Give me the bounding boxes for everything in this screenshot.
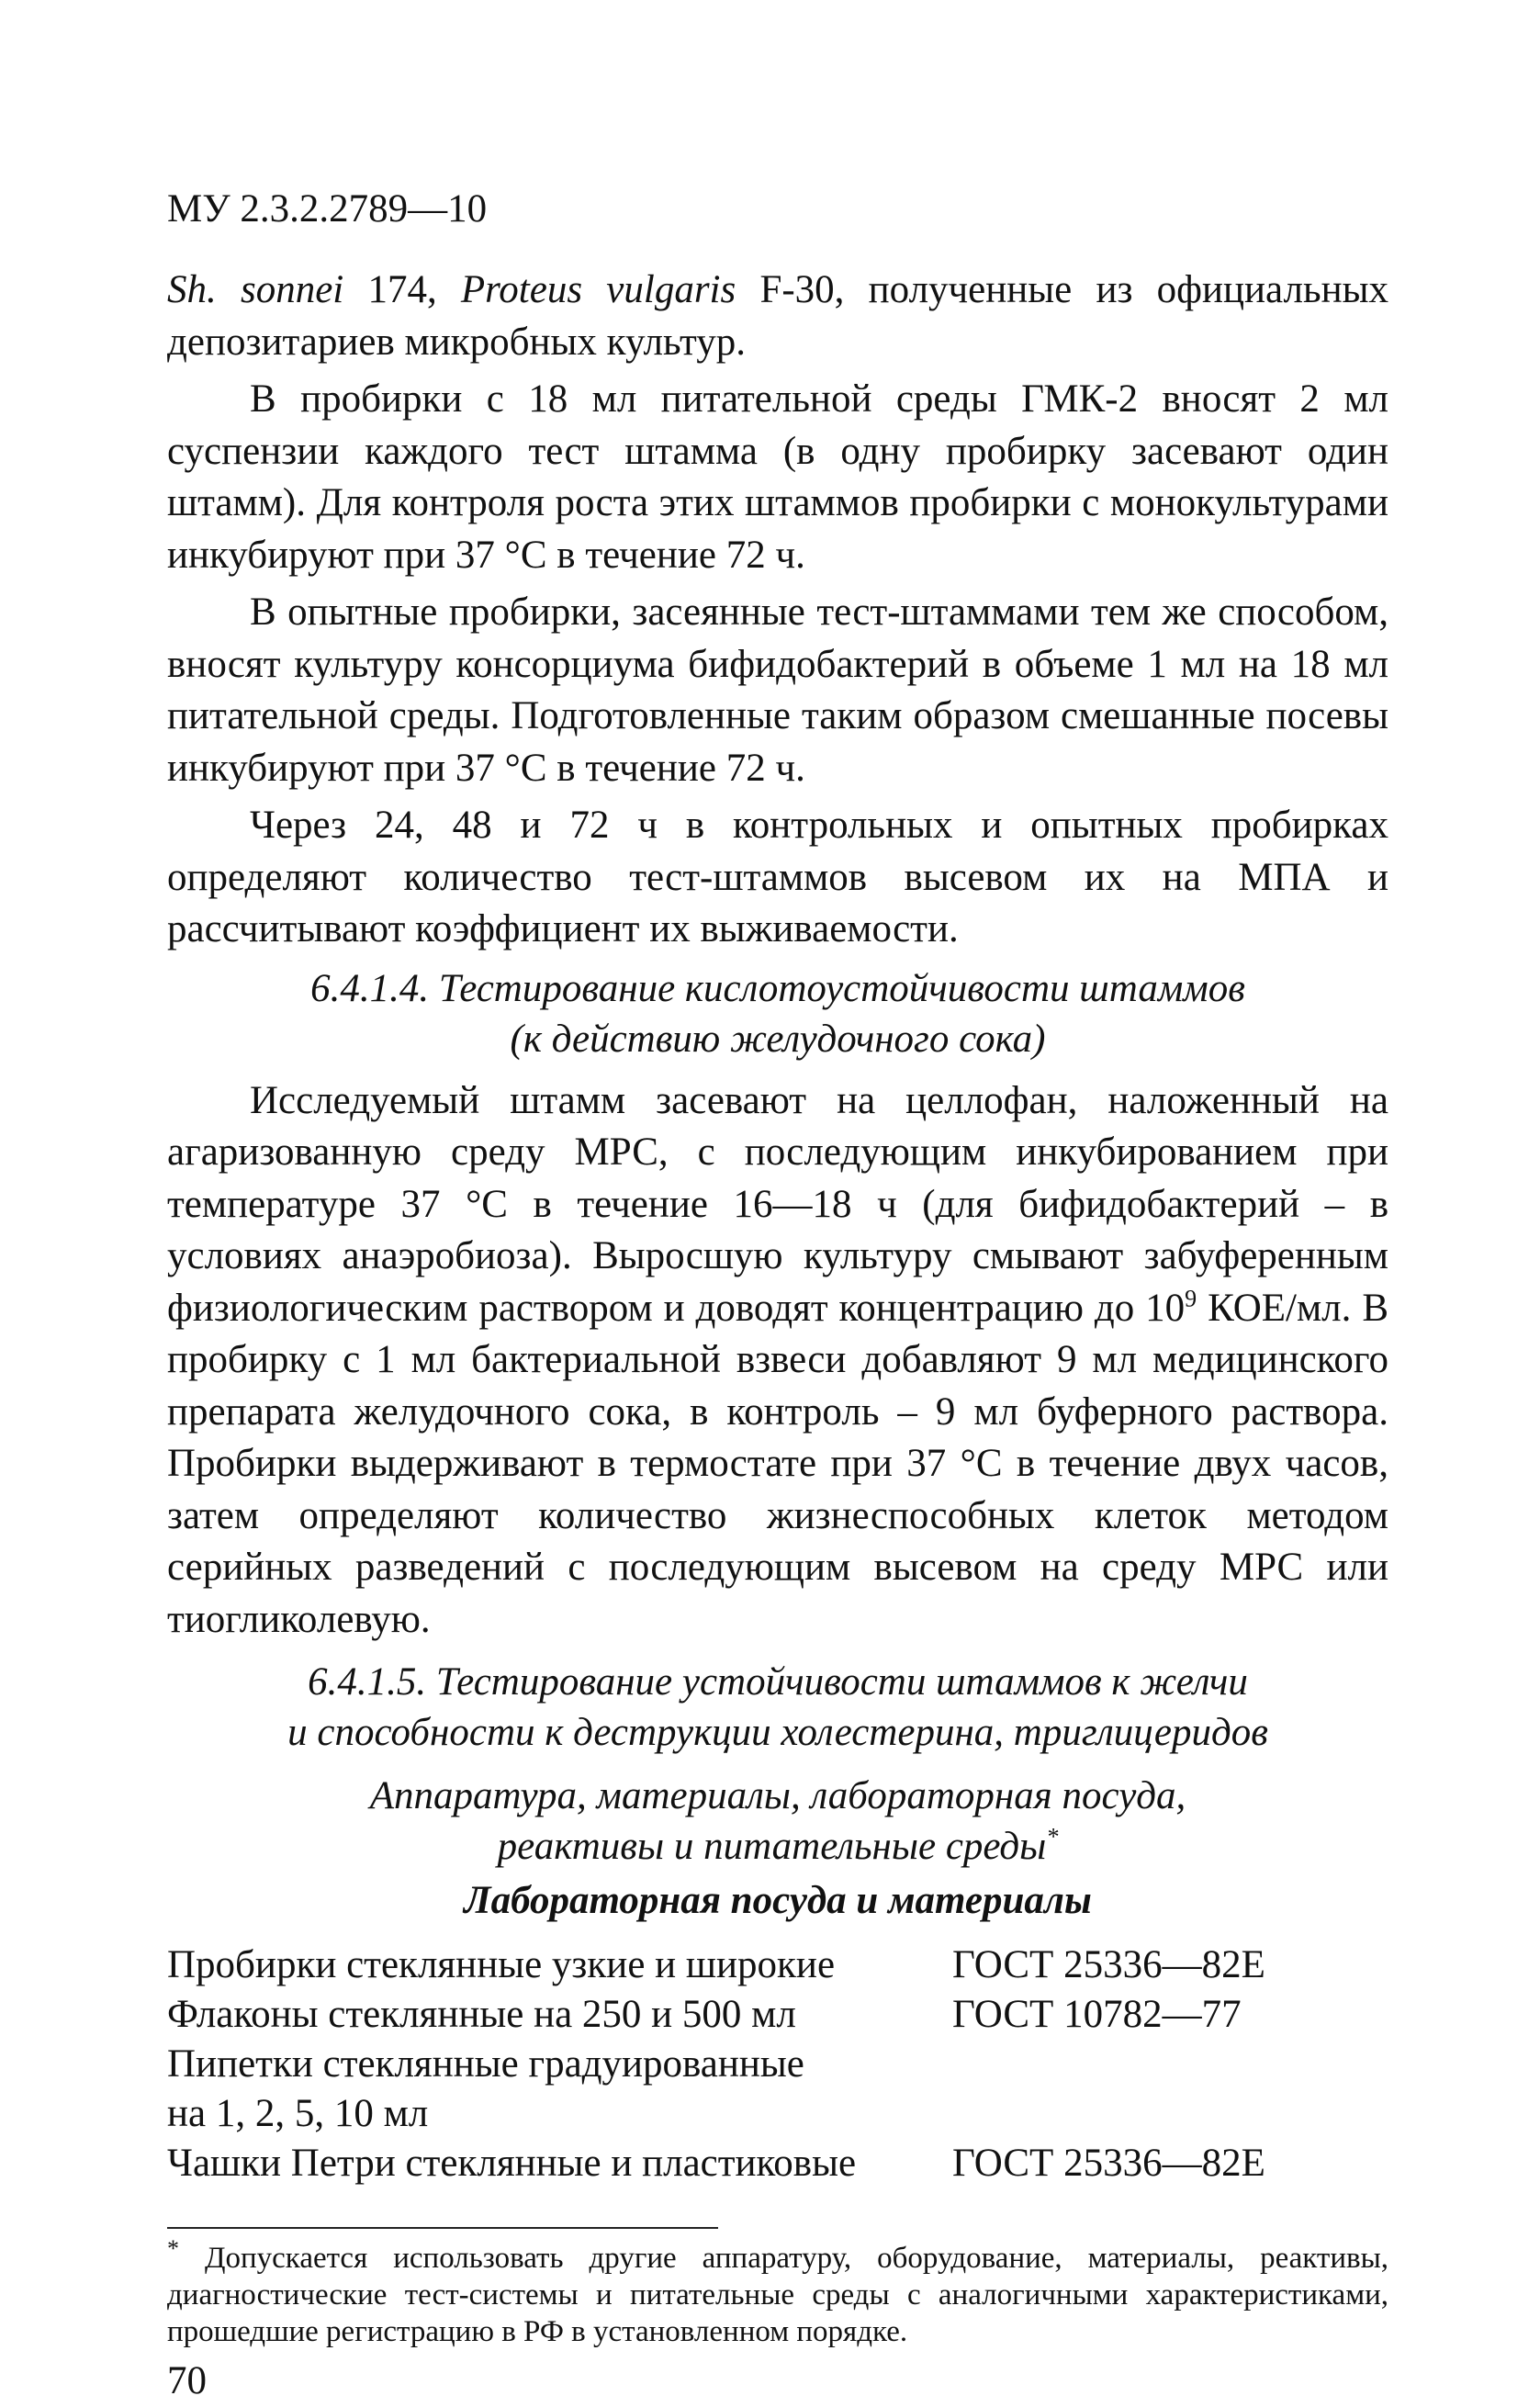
paragraph-control-tubes: В пробирки с 18 мл питательной среды ГМК-2 вносят 2 мл суспензии каждого тест штамма (в одну пробирку засевают один штамм). Для контроля роста этих штаммов пробирки с монокультурами инкубируют при 37 °С в течение 72 ч. xyxy=(167,377,1388,577)
paragraph-acid-resistance-part2: КОЕ/мл. В пробирку с 1 мл бактериальной взвеси добавляют 9 мл медицинского препарата желудочного сока, в контроль – 9 мл буферного раствора. Пробирки выдерживают в термостате при 37 °С в течение двух часов, затем определяют количество жизнеспособных клеток методом серийных разведений с последующим высевом на среду МРС или тиогликолевую. xyxy=(167,1286,1388,1641)
material-standard: ГОСТ 25336—82Е xyxy=(952,1943,1265,1986)
materials-table xyxy=(167,1940,1388,2188)
section-heading-6414-line1: 6.4.1.4. Тестирование кислотоустойчивости штаммов xyxy=(310,966,1245,1010)
exponent: 9 xyxy=(1185,1285,1197,1312)
paragraph-acid-resistance xyxy=(167,1075,1388,1647)
section-heading-6414 xyxy=(167,963,1388,1064)
apparatus-heading-line1: Аппаратура, материалы, лабораторная посуда, xyxy=(369,1774,1186,1817)
paragraph-strains-rest: F-30, полученные из официальных депозитариев микробных культур. xyxy=(167,268,1388,364)
strain-proteus: Proteus vulgaris xyxy=(460,268,736,311)
material-name: Пробирки стеклянные узкие и широкие xyxy=(167,1943,836,1986)
apparatus-heading-line2 xyxy=(167,1821,1388,1872)
section-heading-6415-line2: и способности к деструкции холестерина, триглицеридов xyxy=(287,1711,1268,1754)
material-standard xyxy=(952,2040,1388,2089)
material-row xyxy=(167,2040,1388,2089)
labware-heading: Лабораторная посуда и материалы xyxy=(464,1879,1092,1922)
material-name: на 1, 2, 5, 10 мл xyxy=(167,2092,429,2135)
paragraph-strains xyxy=(167,264,1388,368)
footnote-divider xyxy=(167,2227,718,2229)
material-row xyxy=(167,2139,1388,2188)
strain-sonnei: Sh. sonnei xyxy=(167,268,344,311)
paragraph-survival-coefficient: Через 24, 48 и 72 ч в контрольных и опытных пробирках определяют количество тест-штаммов высевом их на МПА и рассчитывают коэффициент их выживаемости. xyxy=(167,804,1388,950)
footnote-text: Допускается использовать другие аппаратуру, оборудование, материалы, реактивы, диагностические тест-системы и питательные среды с аналогичными характеристиками, прошедшие регистрацию в РФ в установленном порядке. xyxy=(167,2242,1388,2348)
material-name: Флаконы стеклянные на 250 и 500 мл xyxy=(167,1993,796,2036)
section-heading-6415-line1: 6.4.1.5. Тестирование устойчивости штаммов к желчи xyxy=(308,1660,1248,1704)
material-row xyxy=(167,1990,1388,2040)
material-row xyxy=(167,2089,1388,2139)
material-row xyxy=(167,1940,1388,1990)
page-number: 70 xyxy=(167,2359,207,2402)
footnote-mark: * xyxy=(167,2235,179,2262)
strain-sonnei-number: 174, xyxy=(343,268,461,311)
section-heading-6414-line2: (к действию желудочного сока) xyxy=(510,1017,1046,1061)
footnote-marker: * xyxy=(1046,1823,1059,1850)
material-name: Чашки Петри стеклянные и пластиковые xyxy=(167,2142,857,2185)
paragraph-acid-resistance-part1: Исследуемый штамм засевают на целлофан, наложенный на агаризованную среду МРС, с последующим инкубированием при температуре 37 °С в течение 16—18 ч (для бифидобактерий – в условиях анаэробиоза). Выросшую культуру смывают забуференным физиологическим раствором и доводят концентрацию до 10 xyxy=(167,1078,1388,1330)
material-name: Пипетки стеклянные градуированные xyxy=(167,2042,804,2086)
document-code-header: МУ 2.3.2.2789—10 xyxy=(167,187,488,231)
footnote xyxy=(167,2235,1388,2350)
apparatus-heading xyxy=(167,1771,1388,1872)
material-standard: ГОСТ 25336—82Е xyxy=(952,2142,1265,2185)
material-standard xyxy=(952,2089,1388,2139)
material-standard: ГОСТ 10782—77 xyxy=(952,1993,1242,2036)
section-heading-6415 xyxy=(167,1657,1388,1758)
paragraph-experimental-tubes: В опытные пробирки, засеянные тест-штаммами тем же способом, вносят культуру консорциума бифидобактерий в объеме 1 мл на 18 мл питательной среды. Подготовленные таким образом смешанные посевы инкубируют при 37 °С в течение 72 ч. xyxy=(167,591,1388,790)
apparatus-heading-line2-text: реактивы и питательные среды xyxy=(497,1825,1047,1868)
